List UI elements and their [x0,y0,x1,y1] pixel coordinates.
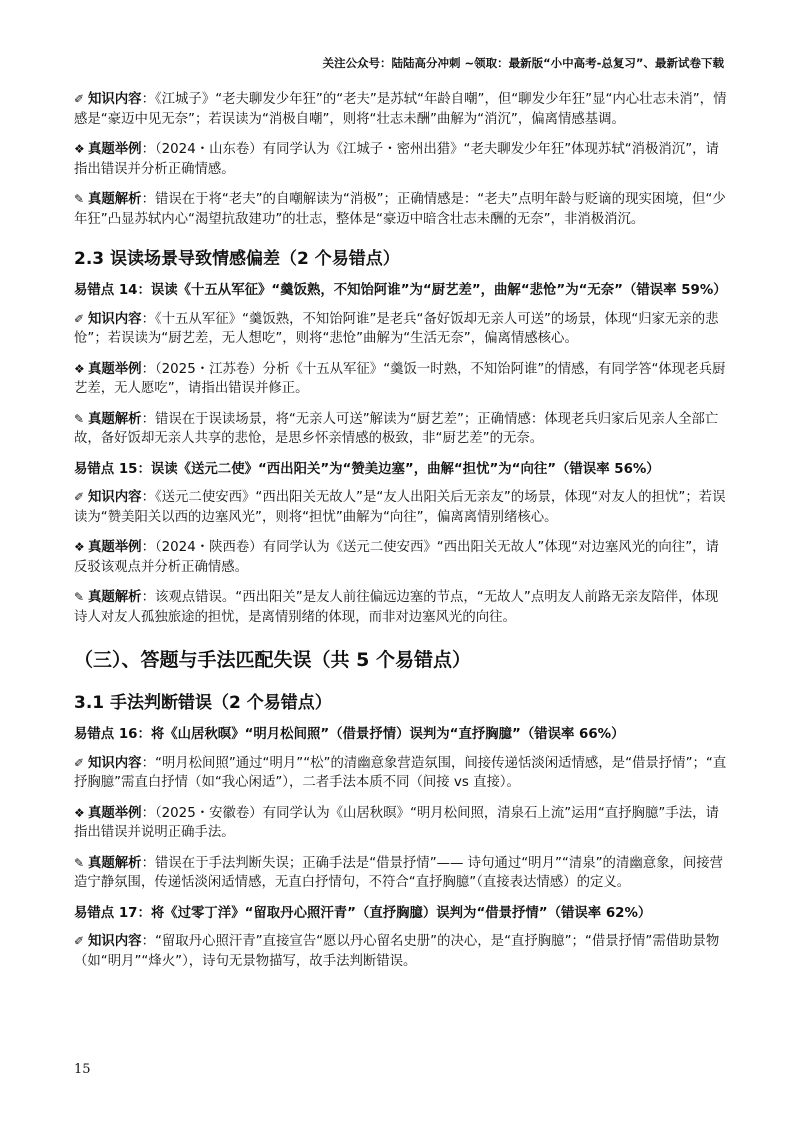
knowledge-label: 知识内容 [88,92,142,107]
example-text: ：（2024・山东卷）有同学认为《江城子・密州出猎》“老夫聊发少年狂”体现苏轼“消极消沉”，请指出错误并分析正确情感。 [74,142,719,177]
pencil-icon: ✐ [74,934,85,948]
knowledge-label: 知识内容 [88,490,142,505]
section-heading-3-1: 3.1 手法判断错误（2 个易错点） [74,693,332,713]
knowledge-paragraph [74,310,730,349]
diamond-bullet-icon: ❖ [74,361,85,376]
analysis-text: ：错误在于误读场景，将“无亲人可送”解读为“厨艺差”；正确情感：体现老兵归家后见亲人全部亡故，备好饭却无亲人共享的悲怆，是思乡怀亲情感的极致，非“厨艺差”的无奈。 [74,411,719,446]
example-text: ：（2025・江苏卷）分析《十五从军征》“羹饭一时熟，不知饴阿谁”的情感，有同学答“体现老兵厨艺差，无人愿吃”，请指出错误并修正。 [74,361,726,396]
analysis-text: ：该观点错误。“西出阳关”是友人前往偏远边塞的节点，“无故人”点明友人前路无亲友陪伴，体现诗人对友人孤独旅途的担忧，是离情别绪的体现，而非对边塞风光的向往。 [74,590,719,625]
analysis-text: ：错误在于手法判断失误；正确手法是“借景抒情”—— 诗句通过“明月”“清泉”的清幽意象，间接营造宁静氛围，传递恬淡闲适情感，无直白抒情句，不符合“直抒胸臆”（直接表达情感）的定义。 [74,855,724,890]
analysis-label: 真题解析 [88,411,142,427]
diamond-bullet-icon: ❖ [74,540,85,554]
example-paragraph [74,360,730,399]
knowledge-text: ：《十五从军征》“羹饭熟，不知饴阿谁”是老兵“备好饭却无亲人可送”的场景，体现“归家无亲的悲怆”；若误读为“厨艺差，无人想吃”，则将“悲怆”曲解为“生活无奈”，偏离情感核心。 [74,311,719,346]
diamond-bullet-icon: ❖ [74,805,85,820]
example-label: 真题举例 [88,540,142,555]
pen-icon: ✎ [74,411,85,426]
knowledge-text: ：“明月松间照”通过“明月”“松”的清幽意象营造氛围，间接传递恬淡闲适情感，是“借景抒情”；“直抒胸臆”需直白抒情（如“我心闲适”），二者手法本质不同（间接 vs 直接）。 [74,755,727,790]
point-17-title: 易错点 17：将《过零丁洋》“留取丹心照汗青”（直抒胸臆）误判为“借景抒情”（错误率 62%） [74,905,652,921]
analysis-paragraph [74,410,730,449]
analysis-paragraph [74,190,730,229]
knowledge-label: 知识内容 [88,755,142,771]
example-label: 真题举例 [88,805,142,821]
example-label: 真题举例 [88,142,142,157]
section-heading-3: （三）、答题与手法匹配失误（共 5 个易错点） [74,649,471,671]
analysis-paragraph [74,588,730,627]
page-number: 15 [74,1062,91,1077]
knowledge-label: 知识内容 [88,311,142,327]
knowledge-text: ：《送元二使安西》“西出阳关无故人”是“友人出阳关后无亲友”的场景，体现“对友人的担忧”；若误读为“赞美阳关以西的边塞风光”，则将“担忧”曲解为“向往”，偏离离情别绪核心。 [74,490,726,525]
knowledge-text: ：《江城子》“老夫聊发少年狂”的“老夫”是苏轼“年龄自嘲”，但“聊发少年狂”显“内心壮志未消”，情感是“豪迈中见无奈”；若误读为“消极自嘲”，则将“壮志未酬”曲解为“消沉”，偏离情感基调。 [74,92,727,127]
analysis-label: 真题解析 [88,192,142,207]
analysis-text: ：错误在于将“老夫”的自嘲解读为“消极”；正确情感是：“老夫”点明年龄与贬谪的现实困境，但“少年狂”凸显苏轼内心“渴望抗敌建功”的壮志，整体是“豪迈中暗含壮志未酬的无奈”，非消极消沉。 [74,192,726,227]
knowledge-paragraph [74,754,730,793]
diamond-bullet-icon: ❖ [74,142,85,156]
analysis-label: 真题解析 [88,590,142,605]
knowledge-paragraph [74,488,730,527]
knowledge-paragraph [74,90,730,129]
page-header: 关注公众号：陆陆高分冲刺 ~领取：最新版“小中高考-总复习”、最新试卷下载 [322,56,724,70]
example-label: 真题举例 [88,361,142,377]
pencil-icon: ✐ [74,490,85,504]
analysis-paragraph [74,854,730,893]
pencil-icon: ✐ [74,755,85,770]
example-paragraph [74,140,730,179]
knowledge-text: ：“留取丹心照汗青”直接宣告“愿以丹心留名史册”的决心，是“直抒胸臆”；“借景抒情”需借助景物（如“明月”“烽火”），诗句无景物描写，故手法判断错误。 [74,934,720,969]
point-15-title: 易错点 15：误读《送元二使》“西出阳关”为“赞美边塞”，曲解“担忧”为“向往”（错误率 56%） [74,461,660,477]
point-16-title: 易错点 16：将《山居秋暝》“明月松间照”（借景抒情）误判为“直抒胸臆”（错误率 66%） [74,727,625,742]
pen-icon: ✎ [74,855,85,870]
pen-icon: ✎ [74,590,85,604]
pencil-icon: ✐ [74,311,85,326]
analysis-label: 真题解析 [88,855,142,871]
example-paragraph [74,804,730,843]
pencil-icon: ✐ [74,92,85,106]
page-content [74,90,730,982]
example-paragraph [74,538,730,577]
example-text: ：（2024・陕西卷）有同学认为《送元二使安西》“西出阳关无故人”体现“对边塞风光的向往”，请反驳该观点并分析正确情感。 [74,540,719,575]
pen-icon: ✎ [74,192,85,206]
knowledge-paragraph [74,932,730,971]
knowledge-label: 知识内容 [88,934,142,949]
example-text: ：（2025・安徽卷）有同学认为《山居秋暝》“明月松间照，清泉石上流”运用“直抒胸臆”手法，请指出错误并说明正确手法。 [74,805,719,840]
point-14-title: 易错点 14：误读《十五从军征》“羹饭熟，不知饴阿谁”为“厨艺差”，曲解“悲怆”为“无奈”（错误率 59%） [74,283,727,298]
section-heading-2-3: 2.3 误读场景导致情感偏差（2 个易错点） [74,249,400,269]
